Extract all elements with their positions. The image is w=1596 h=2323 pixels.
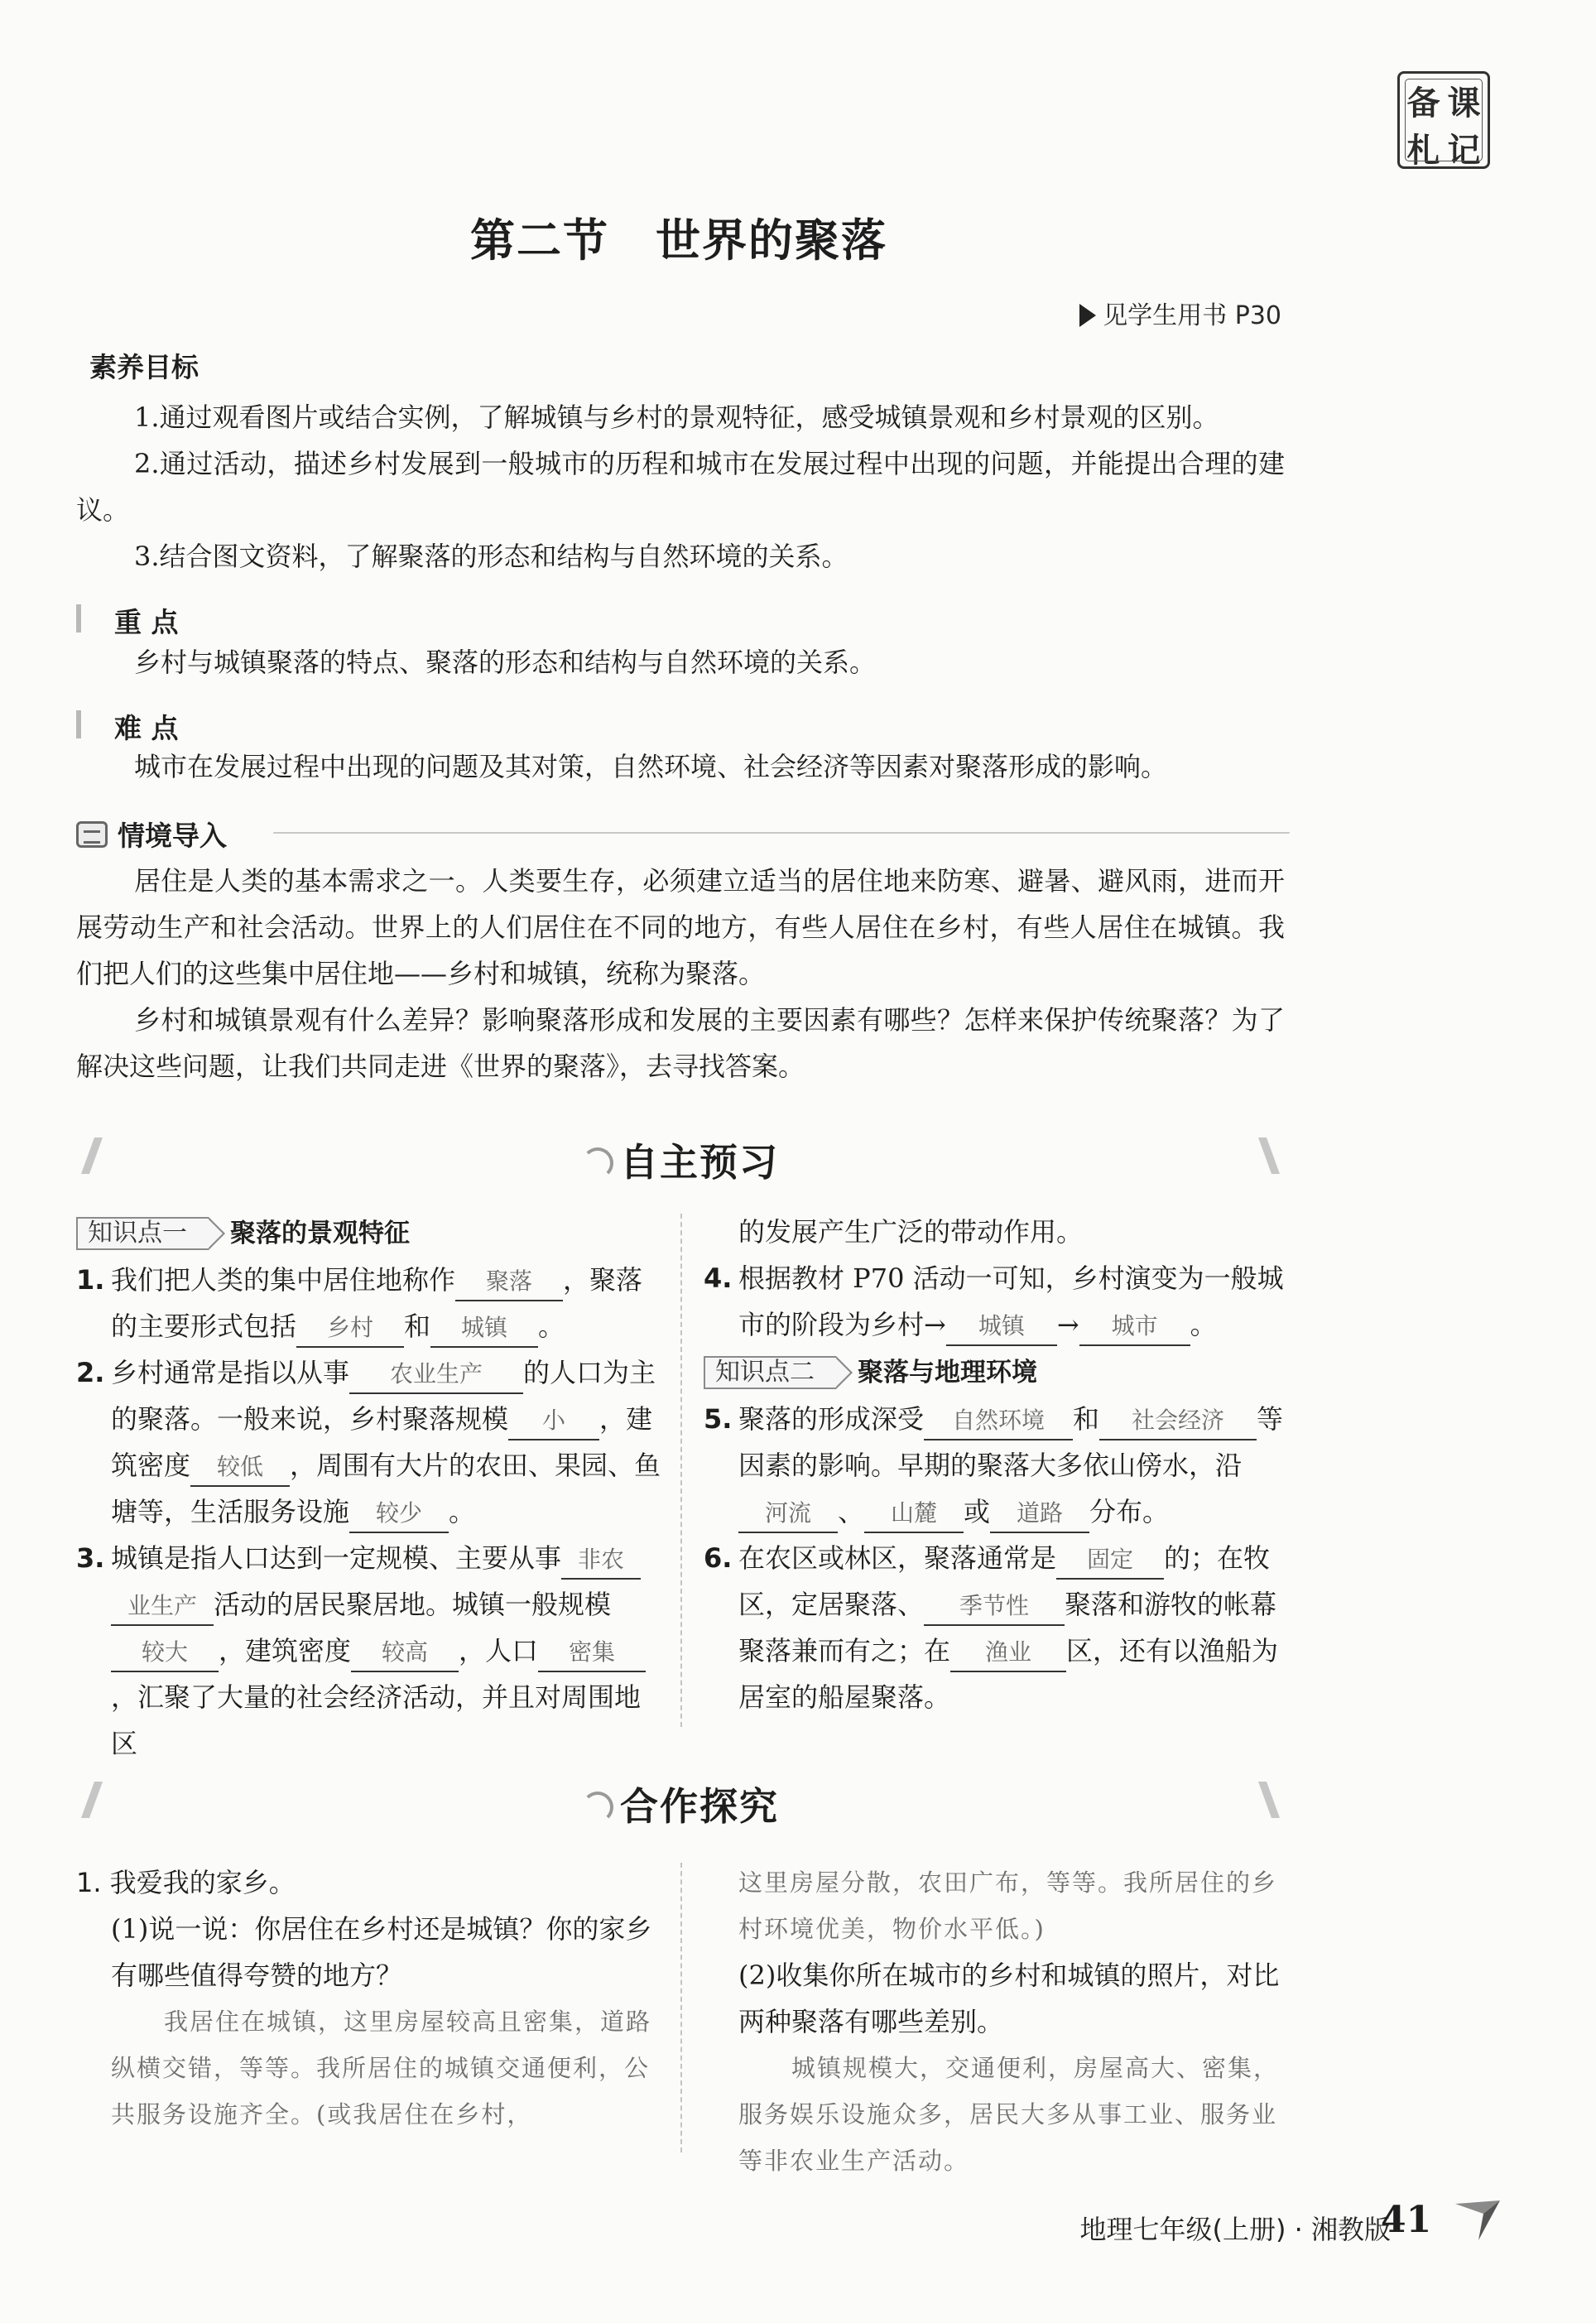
intro-heading (76, 815, 227, 854)
answer-blank[interactable]: 乡村 (296, 1310, 404, 1348)
question-text: ，聚落的主要形式包括 (111, 1264, 643, 1342)
question-text: 。 (449, 1496, 476, 1527)
intro-paragraph: 乡村和城镇景观有什么差异？影响聚落形成和发展的主要因素有哪些？怎样来保护传统聚落？为了解决这些问题，让我们共同走进《世界的聚落》，去寻找答案。 (76, 1004, 1285, 1082)
question-text: 、 (838, 1496, 865, 1527)
answer-blank[interactable]: 密集 (538, 1634, 646, 1672)
answer-blank[interactable]: 渔业 (950, 1634, 1066, 1672)
answer-blank[interactable]: 农业生产 (349, 1356, 523, 1394)
column-divider (680, 1214, 682, 1727)
question-text: 聚落的形成深受 (738, 1403, 925, 1435)
question-text: ，建筑密度 (111, 1403, 653, 1481)
answer-blank[interactable]: 较大 (111, 1634, 219, 1672)
answer-blank[interactable]: 城镇 (946, 1308, 1057, 1346)
question-number: 2. (76, 1357, 105, 1388)
explore-answer-1-continued: 这里房屋分散，农田广布，等等。我所居住的乡村环境优美，物价水平低。) (738, 1868, 1278, 1943)
question-5 (704, 1396, 1288, 1535)
reference-text: 见学生用书 P30 (1103, 301, 1281, 330)
chat-bubble-icon (76, 821, 108, 848)
answer-blank[interactable]: 小 (508, 1402, 599, 1440)
explore-question-1: 1. 我爱我的家乡。 (76, 1867, 296, 1898)
key-text: 乡村与城镇聚落的特点、聚落的形态和结构与自然环境的关系。 (134, 647, 877, 678)
difficult-text: 城市在发展过程中出现的问题及其对策，自然环境、社会经济等因素对聚落形成的影响。 (134, 751, 1168, 782)
question-text: 在农区或林区，聚落通常是 (738, 1542, 1057, 1574)
answer-blank[interactable]: 社会经济 (1099, 1402, 1257, 1440)
goals-heading: 素养目标 (89, 351, 199, 383)
question-text: 乡村通常是指以从事 (111, 1357, 350, 1388)
difficult-marker (76, 710, 81, 738)
question-text: 的人口为主的聚落。一般来说，乡村聚落规模 (111, 1357, 656, 1435)
goal-item: 2.通过活动，描述乡村发展到一般城市的历程和城市在发展过程中出现的问题，并能提出合理的建议。 (76, 448, 1285, 526)
answer-blank[interactable]: 城市 (1079, 1308, 1190, 1346)
intro-paragraph: 居住是人类的基本需求之一。人类要生存，必须建立适当的居住地来防寒、避暑、避风雨，进而开展劳动生产和社会活动。世界上的人们居住在不同的地方，有些人居住在乡村，有些人居住在城镇。我们把人们的这些集中居住地——乡村和城镇，统称为聚落。 (76, 865, 1285, 989)
difficult-heading: 难 点 (114, 712, 179, 744)
explore-heading: 合作探究 (620, 1784, 779, 1829)
question-6 (704, 1535, 1288, 1720)
answer-blank[interactable]: 道路 (990, 1495, 1089, 1533)
footer-book-title: 地理七年级(上册) · 湘教版 (1079, 2214, 1391, 2245)
question-4 (704, 1255, 1288, 1348)
question-text: ，人口 (459, 1635, 539, 1666)
question-text: 或 (964, 1496, 991, 1527)
question-text: 和 (404, 1311, 431, 1342)
question-text: 聚落和游牧的帐幕聚落兼而有之；在 (738, 1589, 1277, 1666)
question-3 (76, 1535, 664, 1767)
answer-blank[interactable]: 城镇 (430, 1310, 538, 1348)
question-text: 根据教材 P70 活动一可知，乡村演变为一般城市的阶段为乡村→ (738, 1262, 1284, 1340)
explore-sub-1: (1)说一说：你居住在乡村还是城镇？你的家乡有哪些值得夸赞的地方？ (111, 1913, 652, 1991)
answer-blank[interactable]: 自然环境 (924, 1402, 1073, 1440)
explore-section-header (76, 1772, 1285, 1830)
stamp-char: 记 (1447, 131, 1481, 170)
explore-answer-2: 城镇规模大，交通便利，房屋高大、密集，服务娱乐设施众多，居民大多从事工业、服务业等非农业生产活动。 (738, 2054, 1280, 2175)
key-marker (76, 604, 81, 632)
question-text: 我们把人类的集中居住地称作 (111, 1264, 456, 1296)
question-text: 和 (1073, 1403, 1100, 1435)
goal-item: 3.结合图文资料，了解聚落的形态和结构与自然环境的关系。 (134, 541, 848, 572)
answer-blank[interactable]: 非农 (561, 1541, 641, 1580)
question-text: ，周围有大片的农田、果园、鱼塘等，生活服务设施 (111, 1450, 661, 1527)
swirl-icon (582, 1792, 613, 1823)
goal-item: 1.通过观看图片或结合实例，了解城镇与乡村的景观特征，感受城镇景观和乡村景观的区别。 (134, 402, 1219, 433)
question-number: 3. (76, 1542, 105, 1574)
page-title (0, 205, 1358, 269)
question-number: 5. (704, 1403, 733, 1435)
explore-right-column (704, 1859, 1288, 2175)
title-section-number: 第二节 (470, 214, 609, 267)
knowledge-point-1 (76, 1210, 410, 1257)
key-heading: 重 点 (114, 606, 179, 638)
arrow-text: → (1056, 1309, 1079, 1340)
preview-section-header (76, 1128, 1285, 1186)
question-text: 分布。 (1089, 1496, 1170, 1527)
preview-left-column (76, 1209, 664, 1759)
title-section-name: 世界的聚落 (656, 214, 887, 267)
question-text: 城镇是指人口达到一定规模、主要从事 (111, 1542, 562, 1574)
notes-stamp (1397, 71, 1490, 169)
question-text: 活动的居民聚居地。城镇一般规模 (214, 1589, 612, 1620)
preview-right-column (704, 1209, 1288, 1739)
explore-sub-2: (2)收集你所在城市的乡村和城镇的照片，对比两种聚落有哪些差别。 (738, 1960, 1280, 2037)
answer-blank[interactable]: 业生产 (111, 1588, 214, 1626)
question-3-continued: 的发展产生广泛的带动作用。 (738, 1216, 1084, 1248)
intro-divider (273, 832, 1290, 834)
stamp-char: 课 (1447, 84, 1481, 123)
stamp-char: 札 (1406, 131, 1440, 170)
kp-title: 聚落与地理环境 (858, 1358, 1037, 1388)
kp-tag: 知识点二 (704, 1356, 836, 1389)
question-text: 的；在牧区，定居聚落、 (738, 1542, 1271, 1620)
preview-heading: 自主预习 (620, 1140, 779, 1185)
corner-decoration-icon (1450, 2196, 1508, 2245)
answer-blank[interactable]: 较高 (351, 1634, 459, 1672)
answer-blank[interactable]: 河流 (738, 1495, 838, 1533)
question-text: 。 (538, 1311, 565, 1342)
answer-blank[interactable]: 季节性 (924, 1588, 1065, 1626)
explore-answer-1: 我居住在城镇，这里房屋较高且密集，道路纵横交错，等等。我所居住的城镇交通便利，公共服务设施齐全。(或我居住在乡村， (111, 2008, 652, 2128)
question-text: 。 (1190, 1309, 1217, 1340)
question-text: ，汇聚了大量的社会经济活动，并且对周围地区 (111, 1681, 642, 1759)
explore-left-column (76, 1859, 664, 2157)
question-text: 等因素的影响。早期的聚落大多依山傍水，沿 (738, 1403, 1284, 1481)
question-number: 6. (704, 1542, 733, 1574)
page-number: 41 (1381, 2199, 1432, 2241)
answer-blank[interactable]: 山麓 (864, 1495, 964, 1533)
kp-tag: 知识点一 (76, 1217, 209, 1250)
answer-blank[interactable]: 较少 (349, 1495, 449, 1533)
question-2 (76, 1349, 664, 1535)
answer-blank[interactable]: 固定 (1056, 1541, 1164, 1580)
stamp-char: 备 (1406, 84, 1440, 123)
answer-blank[interactable]: 较低 (190, 1449, 290, 1487)
question-text: ，建筑密度 (219, 1635, 352, 1666)
play-triangle-icon (1079, 304, 1096, 327)
kp-title: 聚落的景观特征 (230, 1219, 410, 1248)
intro-heading-text: 情境导入 (118, 820, 227, 852)
reference-note (1079, 295, 1281, 331)
question-number: 4. (704, 1262, 733, 1294)
answer-blank[interactable]: 聚落 (455, 1263, 563, 1301)
column-divider (680, 1863, 682, 2152)
question-1 (76, 1257, 664, 1349)
knowledge-point-2 (704, 1349, 1037, 1396)
question-number: 1. (76, 1264, 105, 1296)
swirl-icon (582, 1147, 613, 1179)
question-text: 区，还有以渔船为居室的船屋聚落。 (738, 1635, 1279, 1713)
